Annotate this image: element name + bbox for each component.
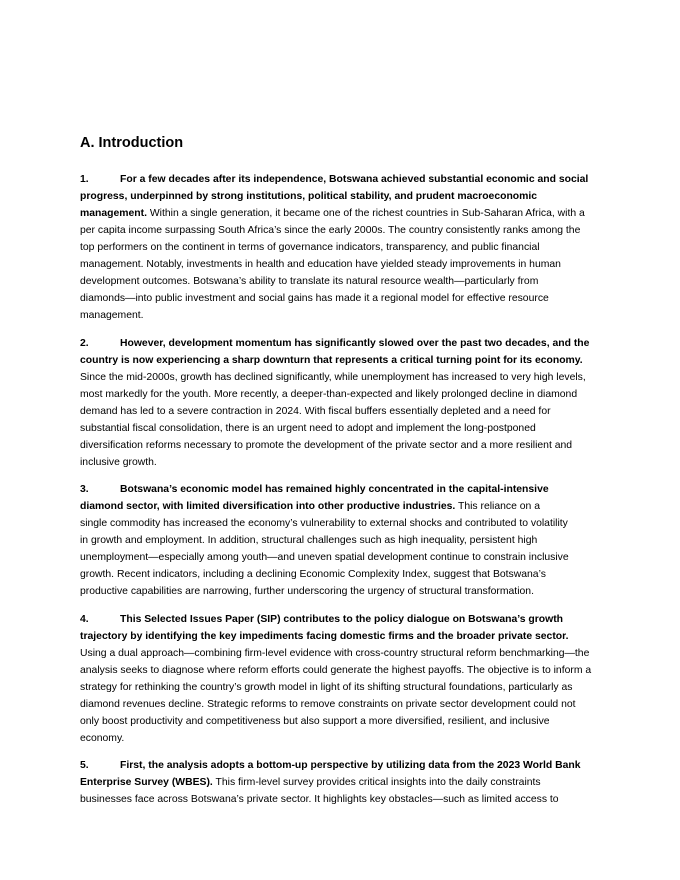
paragraph-line: businesses face across Botswana’s private sector. It highlights key obstacles—such as limited access to <box>80 794 559 805</box>
paragraph-line: 5. First, the analysis adopts a bottom-up perspective by utilizing data from the 2023 World Bank <box>80 757 600 774</box>
paragraph-line: diamonds—into public investment and social gains has made it a regional model for effective resource <box>80 293 549 304</box>
paragraph-line: economy. <box>80 733 125 744</box>
paragraph-line: in growth and employment. In addition, structural challenges such as high inequality, persistent high <box>80 535 538 546</box>
paragraph-line: diamond revenues decline. Strategic reforms to remove constraints on private sector development could not <box>80 699 576 710</box>
paragraph-number: 5. <box>80 760 89 771</box>
paragraph-line: diversification reforms necessary to promote the development of the private sector and a more resilient and <box>80 440 573 451</box>
paragraph-line: Enterprise Survey (WBES). This firm-level survey provides critical insights into the daily constraints <box>80 777 541 788</box>
paragraph-line: country is now experiencing a sharp downturn that represents a critical turning point for its economy. <box>80 355 583 366</box>
paragraph-line: management. Notably, investments in health and education have yielded steady improvements in human <box>80 259 561 270</box>
paragraph-line: management. Within a single generation, it became one of the richest countries in Sub-Saharan Africa, with a <box>80 208 585 219</box>
paragraph-number: 2. <box>80 338 89 349</box>
paragraph-number: 4. <box>80 614 89 625</box>
paragraph-line: substantial fiscal consolidation, there is an urgent need to adopt and implement the long-postponed <box>80 423 536 434</box>
paragraph-line: management. <box>80 310 144 321</box>
paragraph-line: 2. However, development momentum has significantly slowed over the past two decades, and the <box>80 335 600 352</box>
paragraph-line: analysis seeks to diagnose where reform efforts could generate the highest payoffs. The objective is to inform a <box>80 665 592 676</box>
section-heading: A. Introduction <box>80 135 184 151</box>
paragraph-4 <box>80 611 600 747</box>
paragraph-line: growth. Recent indicators, including a declining Economic Complexity Index, suggest that Botswana’s <box>80 569 546 580</box>
paragraph-line: 4. This Selected Issues Paper (SIP) contributes to the policy dialogue on Botswana’s growth <box>80 611 600 628</box>
paragraph-line: 1. For a few decades after its independence, Botswana achieved substantial economic and social <box>80 171 600 188</box>
paragraph-5 <box>80 757 600 808</box>
paragraph-line: demand has led to a severe contraction in 2024. With fiscal buffers essentially depleted and a need for <box>80 406 551 417</box>
paragraph-line: unemployment—especially among youth—and uneven spatial development continue to constrain inclusive <box>80 552 569 563</box>
paragraph-line: only boost productivity and competitiveness but also support a more diversified, resilient, and inclusive <box>80 716 550 727</box>
paragraph-line: Since the mid-2000s, growth has declined significantly, while unemployment has increased to very high levels, <box>80 372 586 383</box>
paragraph-line: Using a dual approach—combining firm-level evidence with cross-country structural reform benchmarking—the <box>80 648 590 659</box>
paragraph-line: inclusive growth. <box>80 457 157 468</box>
paragraph-line: progress, underpinned by strong institutions, political stability, and prudent macroeconomic <box>80 191 538 202</box>
paragraph-3 <box>80 481 600 600</box>
paragraph-number: 3. <box>80 484 89 495</box>
paragraph-line: development outcomes. Botswana’s ability to translate its natural resource wealth—particularly from <box>80 276 539 287</box>
paragraph-line: 3. Botswana’s economic model has remained highly concentrated in the capital-intensive <box>80 481 600 498</box>
paragraph-2 <box>80 335 600 471</box>
paragraph-line: trajectory by identifying the key impediments facing domestic firms and the broader private sector. <box>80 631 569 642</box>
paragraph-line: productive capabilities are narrowing, further underscoring the urgency of structural transformation. <box>80 586 534 597</box>
paragraph-line: single commodity has increased the economy’s vulnerability to external shocks and contributed to volatility <box>80 518 568 529</box>
paragraph-line: diamond sector, with limited diversification into other productive industries. This reliance on a <box>80 501 540 512</box>
paragraph-line: top performers on the continent in terms of governance indicators, transparency, and public financial <box>80 242 540 253</box>
paragraph-line: per capita income surpassing South Africa’s since the early 2000s. The country consistently ranks among the <box>80 225 581 236</box>
paragraph-line: strategy for rethinking the country’s growth model in light of its shifting structural foundations, particularly as <box>80 682 573 693</box>
paragraph-number: 1. <box>80 174 89 185</box>
paragraph-line: most markedly for the youth. More recently, a deeper-than-expected and likely prolonged decline in diamond <box>80 389 578 400</box>
paragraph-1 <box>80 171 600 324</box>
